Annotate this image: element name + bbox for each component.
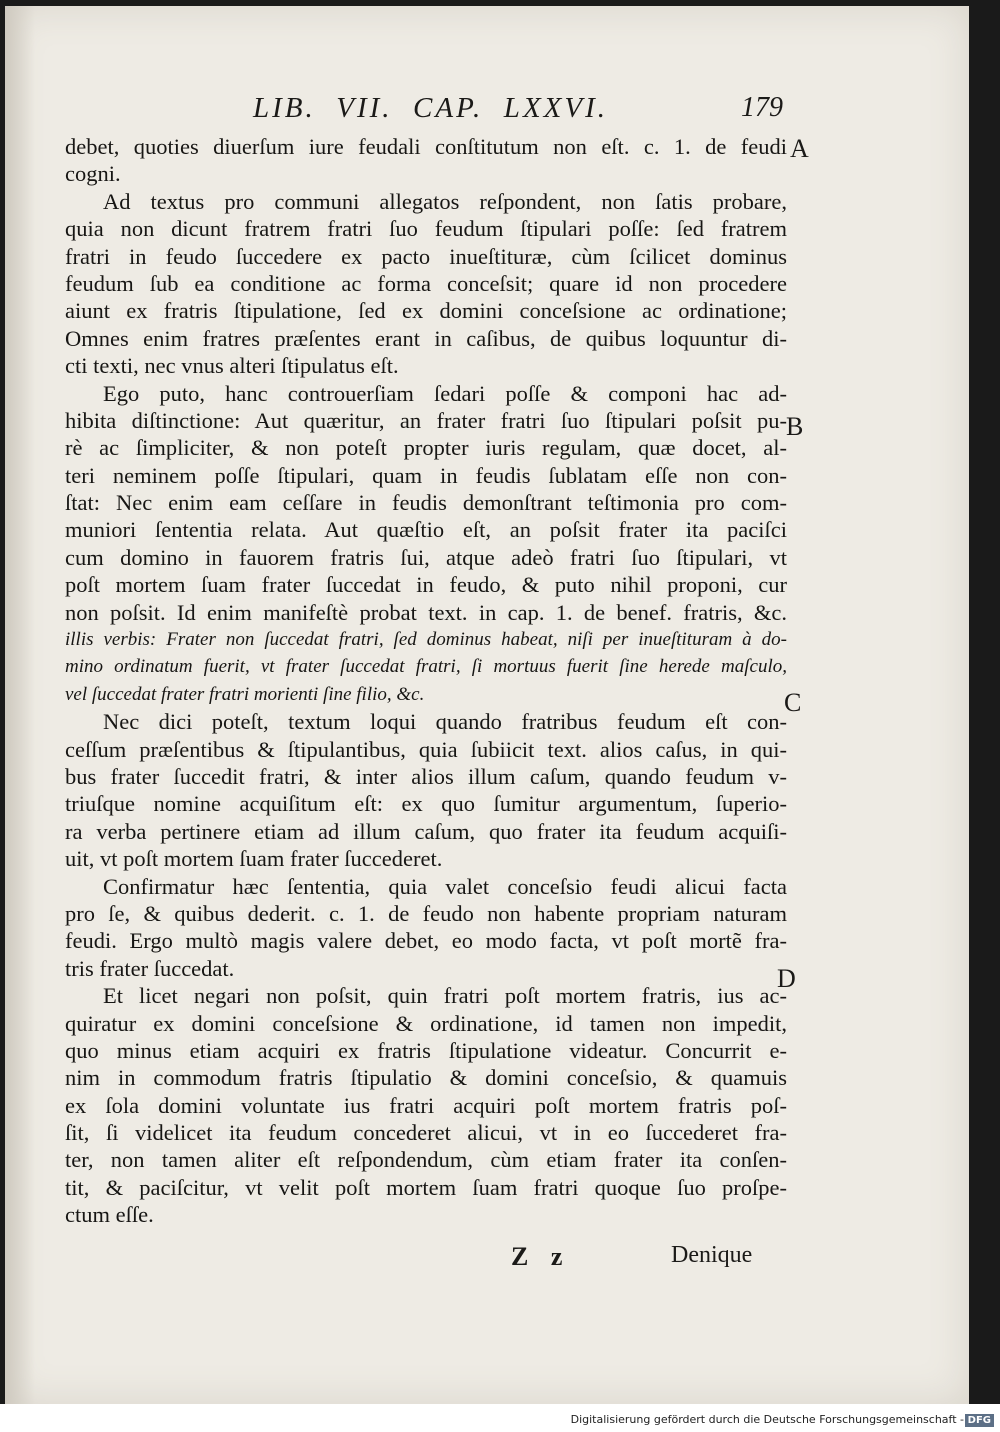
body-text (65, 133, 787, 1229)
text-line: uit, vt poſt mortem ſuam frater ſuccederet. (65, 846, 443, 872)
text-line: nim in commodum fratris ſtipulatio & domini conceſsio, & quamuis (65, 1065, 787, 1091)
text-line: teri neminem poſſe ſtipulari, quam in feudis ſublatam eſſe non con- (65, 462, 787, 488)
text-line: ctum eſſe. (65, 1202, 154, 1228)
running-head: LIB. VII. CAP. LXXVI. (253, 92, 608, 124)
text-line: rè ac ſimpliciter, & non poteſt propter iuris regulam, quæ docet, al- (65, 435, 787, 461)
margin-letter-c: C (784, 688, 802, 717)
text-line: quia non dicunt fratrem fratri ſuo feudum ſtipulari poſſe: ſed fratrem (65, 216, 787, 242)
text-line: ſit, ſi videlicet ita feudum concederet alicui, vt in eo ſuccederet fra- (65, 1120, 787, 1146)
book-page (5, 6, 969, 1404)
page-header (5, 92, 969, 132)
text-line: ceſſum præſentibus & ſtipulantibus, quia ſubiicit text. alios caſus, in qui- (65, 736, 787, 762)
text-line: Et licet negari non poſsit, quin fratri poſt mortem fratris, ius ac- (103, 983, 787, 1009)
page-gutter-shadow (5, 6, 35, 1404)
text-line: muniori ſententia relata. Aut quæſtio eſt, an poſsit frater ita paciſci (65, 517, 787, 543)
text-line: Omnes enim fratres præſentes erant in caſibus, de quibus loquuntur di- (65, 325, 787, 351)
text-line: fratri in feudo ſuccedere ex pacto inueſtituræ, cùm ſcilicet dominus (65, 243, 787, 269)
footer-credit: Digitalisierung gefördert durch die Deutsche Forschungsgemeinschaft - (570, 1413, 964, 1426)
text-line: poſt mortem ſuam frater ſuccedat in feudo, & puto nihil proponi, cur (65, 572, 787, 598)
margin-letter-a: A (790, 134, 809, 163)
text-line: Ego puto, hanc controuerſiam ſedari poſſe & componi hac ad- (103, 380, 787, 406)
text-line: mino ordinatum fuerit, vt frater ſuccedat fratri, ſi mortuus fuerit ſine herede maſculo, (65, 656, 787, 678)
dfg-logo: DFG (965, 1414, 994, 1427)
text-line: cum domino in fauorem fratris ſui, atque adeò fratri ſuo ſtipulari, vt (65, 544, 787, 570)
text-line: feudum ſub ea conditione ac forma conceſsit; quare id non procedere (65, 270, 787, 296)
text-line: ſtat: Nec enim eam ceſſare in feudis demonſtrant teſtimonia pro com- (65, 490, 787, 516)
text-line: non poſsit. Id enim manifeſtè probat text. in cap. 1. de benef. fratris, &c. (65, 599, 787, 625)
text-line: tris frater ſuccedat. (65, 955, 235, 981)
text-line: Ad textus pro communi allegatos reſpondent, non ſatis probare, (103, 188, 787, 214)
signature-mark: Z z (511, 1242, 571, 1271)
text-line: vel ſuccedat frater fratri morienti ſine filio, &c. (65, 683, 425, 705)
catchword: Denique (671, 1242, 753, 1268)
text-line: aiunt ex fratris ſtipulatione, ſed ex domini conceſsione ac ordinatione; (65, 298, 787, 324)
text-line: ex ſola domini voluntate ius fratri acquiri poſt mortem fratris poſ- (65, 1092, 787, 1118)
text-line: Nec dici poteſt, textum loqui quando fratribus feudum eſt con- (103, 709, 787, 735)
text-line: tit, & paciſcitur, vt velit poſt mortem ſuam fratri quoque ſuo proſpe- (65, 1174, 787, 1200)
margin-letter-d: D (777, 964, 796, 993)
text-line: triuſque nomine acquiſitum eſt: ex quo ſumitur argumentum, ſuperio- (65, 791, 787, 817)
text-line: quo minus etiam acquiri ex fratris ſtipulatione videatur. Concurrit e- (65, 1037, 787, 1063)
text-line: cogni. (65, 161, 121, 187)
page-number: 179 (741, 92, 783, 123)
margin-letter-b: B (786, 412, 804, 441)
text-line: pro ſe, & quibus dederit. c. 1. de feudo non habente propriam naturam (65, 900, 787, 926)
text-line: Confirmatur hæc ſententia, quia valet conceſsio feudi alicui facta (103, 873, 787, 899)
text-line: illis verbis: Frater non ſuccedat fratri, ſed dominus habeat, niſi per inueſtituram à do- (65, 629, 787, 651)
digitization-footer (0, 1404, 1000, 1432)
text-line: cti texti, nec vnus alteri ſtipulatus eſt. (65, 353, 399, 379)
text-line: debet, quoties diuerſum iure feudali conſtitutum non eſt. c. 1. de feudi (65, 134, 787, 159)
text-line: ter, non tamen aliter eſt reſpondendum, cùm etiam frater ita conſen- (65, 1147, 787, 1173)
text-line: quiratur ex domini conceſsione & ordinatione, id tamen non impedit, (65, 1010, 787, 1036)
text-line: hibita diſtinctione: Aut quæritur, an frater fratri ſuo ſtipulari poſsit pu- (65, 407, 787, 433)
text-line: feudi. Ergo multò magis valere debet, eo modo facta, vt poſt mortẽ fra- (65, 928, 787, 954)
text-line: bus frater ſuccedit fratri, & inter alios illum caſum, quando feudum v- (65, 763, 787, 789)
text-line: ra verba pertinere etiam ad illum caſum, quo frater ita feudum acquiſi- (65, 818, 787, 844)
